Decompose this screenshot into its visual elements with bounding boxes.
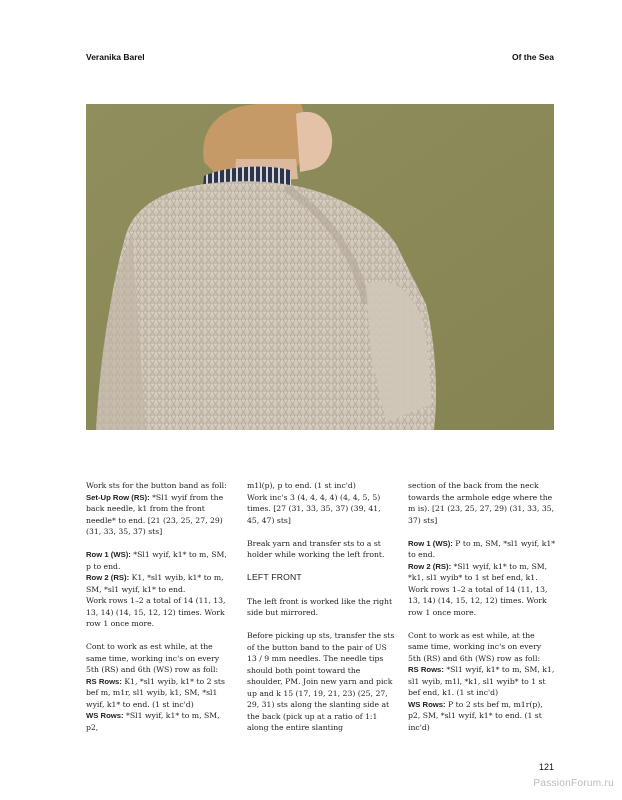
row-label: Row 1 (WS): <box>86 550 131 559</box>
row-text: *Sl1 wyif, k1* to m, SM, p2, <box>86 711 220 732</box>
paragraph: Cont to work as est while, at the same time, working inc's on every 5th (RS) and 6th (WS) row as foll: <box>86 642 220 674</box>
row-label: RS Rows: <box>86 676 122 686</box>
text-column-3 <box>408 480 556 733</box>
paragraph: The left front is worked like the right side but mirrored. <box>247 596 393 617</box>
row-text: *Sl1 wyif from the back needle, k1 from the front needle* to end. [21 (23, 25, 27, 29) (31, 33, 35, 37) sts] <box>86 492 224 536</box>
row-label: Row 2 (RS): <box>86 573 130 582</box>
paragraph <box>86 572 234 595</box>
row-text: P to m, SM, *sl1 wyif, k1* to end. <box>408 538 556 559</box>
text-column-2 <box>247 480 395 734</box>
row-text: *Sl1 wyif, k1* to m, SM, k1, sl1 wyib, m1l, *k1, sl1 wyib* to 1 st bef end, k1. (1 st inc'd) <box>408 665 555 697</box>
row-label: Row 2 (RS): <box>408 561 452 571</box>
watermark: PassionForum.ru <box>533 778 614 789</box>
paragraph: Before picking up sts, transfer the sts of the button band to the pair of US 13 / 9 mm needles. The needle tips should both point toward the shoulder, PM. Join new yarn and pick up and k 15 (17, 19, 21, 23) (25, 27, 29, 31) sts along the slanting side at the back (pick up at a ratio of 1:1 along the entire slanting <box>247 631 395 732</box>
model-photo <box>86 104 554 430</box>
paragraph: section of the back from the neck towards the armhole edge where the m is). [21 (23, 25, 27, 29) (31, 33, 35, 37) sts] <box>408 481 555 525</box>
row-text: P to 2 sts bef m, m1r(p), p2, SM, *sl1 wyif, k1* to end. (1 st inc'd) <box>408 699 543 732</box>
paragraph: Break yarn and transfer sts to a st holder while working the left front. <box>247 538 385 559</box>
pattern-title: Of the Sea <box>511 52 554 62</box>
paragraph: Work inc's 3 (4, 4, 4, 4) (4, 4, 5, 5) times. [27 (31, 33, 35, 37) (39, 41, 45, 47) sts] <box>247 492 381 525</box>
paragraph <box>86 549 234 572</box>
author-name: Veranika Barel <box>86 52 145 62</box>
row-label: Set-Up Row (RS): <box>86 492 150 502</box>
paragraph <box>408 664 556 699</box>
sweater-back-illustration <box>86 104 554 430</box>
row-label: WS Rows: <box>408 699 446 709</box>
row-text: *Sl1 wyif, k1* to m, SM, p to end. <box>86 550 227 571</box>
paragraph: Work rows 1–2 a total of 14 (11, 13, 13, 14) (14, 15, 12, 12) times. Work row 1 once more. <box>86 596 226 628</box>
paragraph <box>86 492 234 538</box>
paragraph <box>86 710 234 733</box>
row-text: K1, *sl1 wyib, k1* to 2 sts bef m, m1r, sl1 wyib, k1, SM, *sl1 wyif, k1* to end. (1 st inc'd) <box>86 676 225 709</box>
text-column-1 <box>86 480 234 733</box>
paragraph <box>86 676 234 711</box>
paragraph: m1l(p), p to end. (1 st inc'd) <box>247 481 356 490</box>
row-label: Row 1 (WS): <box>408 538 453 548</box>
paragraph <box>408 699 556 734</box>
paragraph: Work sts for the button band as foll: <box>86 481 227 490</box>
row-text: K1, *sl1 wyib, k1* to m, SM, *sl1 wyif, k1* to end. <box>86 573 224 594</box>
row-text: *Sl1 wyif, k1* to m, SM, *k1, sl1 wyib* to 1 st bef end, k1. <box>408 561 548 582</box>
row-label: WS Rows: <box>86 711 124 720</box>
page-number: 121 <box>538 762 554 772</box>
paragraph: Work rows 1–2 a total of 14 (11, 13, 13, 14) (14, 15, 12, 12) times. Work row 1 once more. <box>408 584 548 617</box>
row-label: RS Rows: <box>408 665 444 674</box>
section-heading: LEFT FRONT <box>247 572 302 582</box>
paragraph <box>408 561 556 584</box>
running-header <box>86 52 554 66</box>
paragraph <box>408 538 556 561</box>
paragraph: Cont to work as est while, at the same time, working inc's on every 5th (RS) and 6th (WS) row as foll: <box>408 630 542 663</box>
